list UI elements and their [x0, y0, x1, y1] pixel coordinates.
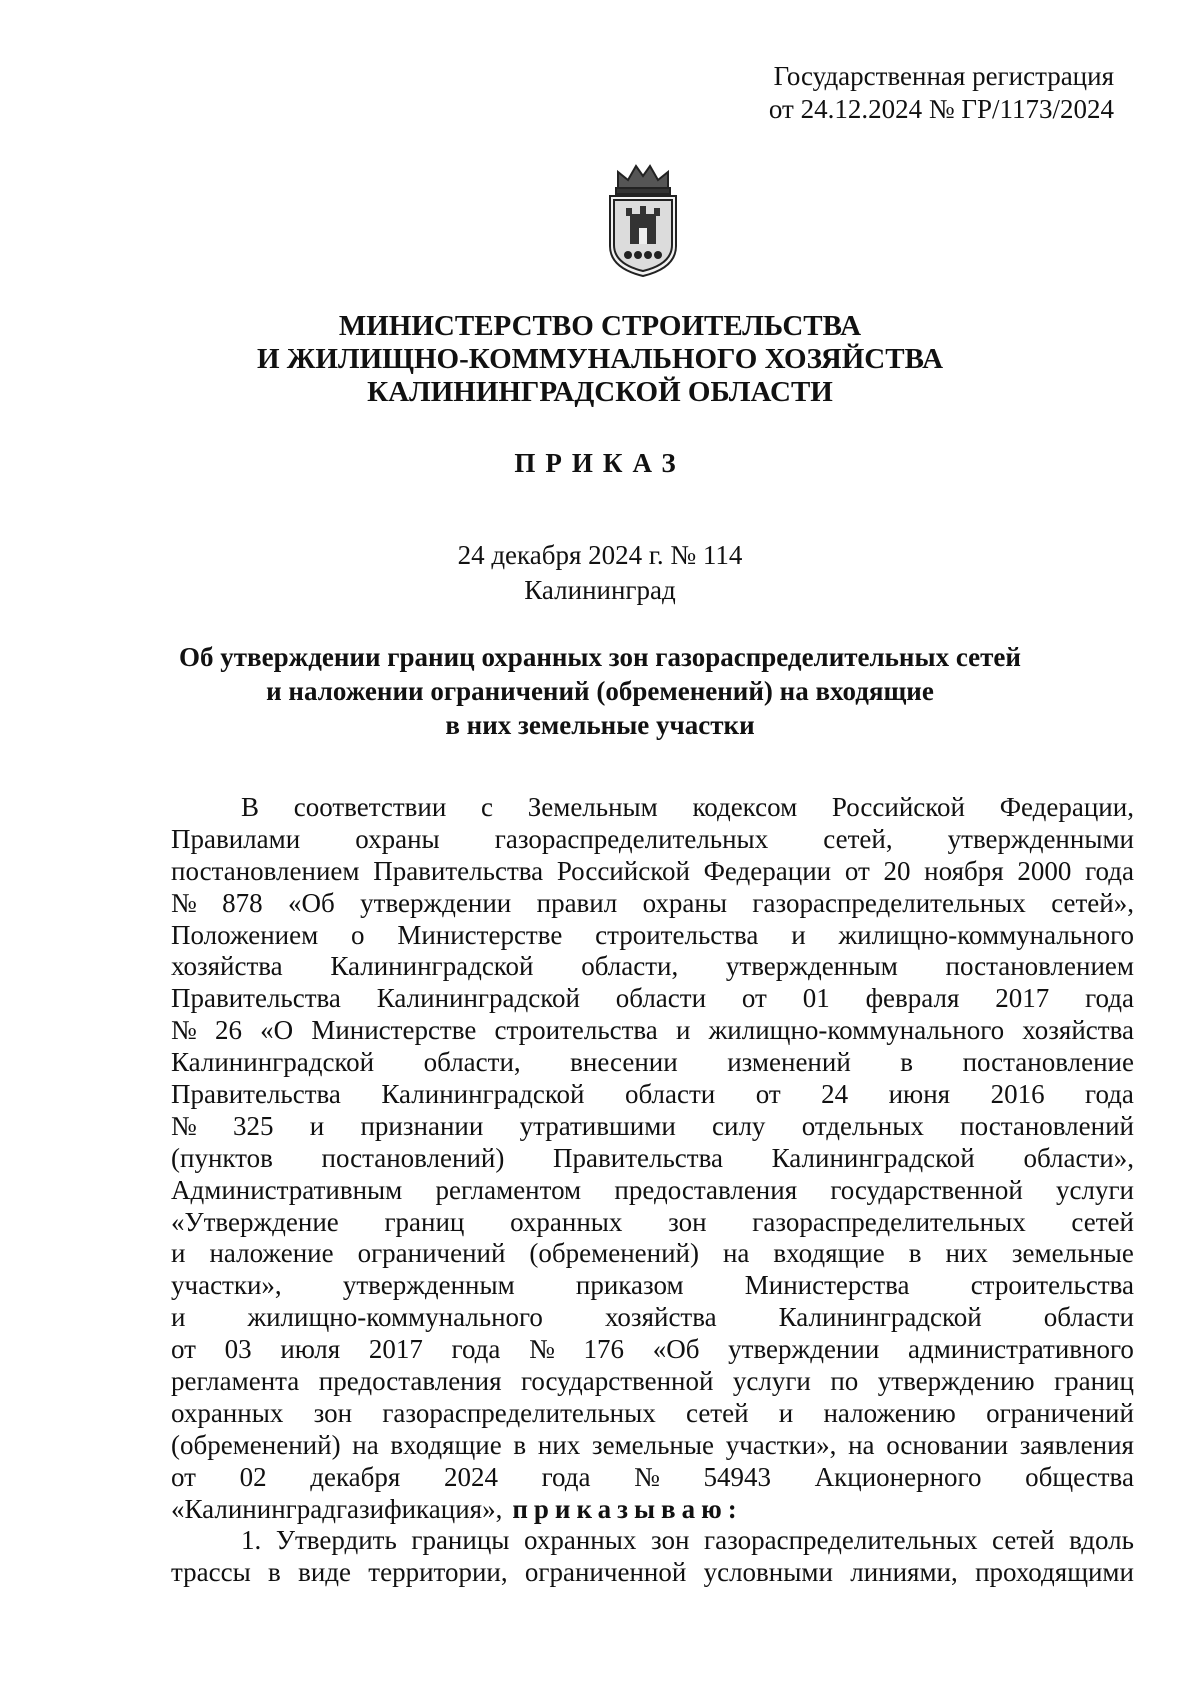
text-line: постановлением Правительства Российской Федерации от 20 ноября 2000 года: [171, 855, 1134, 886]
order-verb: приказываю:: [512, 1493, 743, 1524]
text-line: Калининградской области, внесении изменений в постановление: [171, 1047, 1134, 1078]
text-line: № 878 «Об утверждении правил охраны газораспределительных сетей»,: [171, 887, 1134, 918]
text-line: № 325 и признании утратившими силу отдельных постановлений: [171, 1110, 1134, 1141]
ministry-line: КАЛИНИНГРАДСКОЙ ОБЛАСТИ: [367, 376, 833, 408]
ministry-line: И ЖИЛИЩНО-КОММУНАЛЬНОГО ХОЗЯЙСТВА: [256, 343, 944, 375]
coat-of-arms-icon: [600, 160, 686, 280]
ministry-line: МИНИСТЕРСТВО СТРОИТЕЛЬСТВА: [338, 310, 862, 342]
text-line: (обременений) на входящие в них земельные участки», на основании заявления: [171, 1429, 1134, 1460]
text-line: 1. Утвердить границы охранных зон газораспределительных сетей вдоль: [241, 1525, 1134, 1556]
subject-line: в них земельные участки: [445, 710, 755, 740]
text-line: Правительства Калининградской области от 01 февраля 2017 года: [171, 983, 1134, 1014]
text-line: и жилищно-коммунального хозяйства Калининградской области: [171, 1302, 1134, 1333]
document-city: Калининград: [524, 575, 676, 605]
text-line: и наложение ограничений (обременений) на входящие в них земельные: [171, 1238, 1134, 1269]
text-line: «Утверждение границ охранных зон газораспределительных сетей: [171, 1206, 1134, 1237]
subject-line: Об утверждении границ охранных зон газораспределительных сетей: [179, 642, 1021, 672]
text-line: № 26 «О Министерстве строительства и жилищно-коммунального хозяйства: [171, 1015, 1134, 1046]
closing-prefix: «Калининградгазификация»,: [171, 1493, 503, 1524]
text-line: Положением о Министерстве строительства и жилищно-коммунального: [171, 919, 1134, 950]
text-line: охранных зон газораспределительных сетей и наложению ограничений: [171, 1397, 1134, 1428]
text-line: от 03 июля 2017 года № 176 «Об утверждении административного: [171, 1334, 1134, 1365]
body-paragraph: [171, 792, 1134, 1494]
item-1-paragraph: [171, 1525, 1134, 1589]
registration-number: от 24.12.2024 № ГР/1173/2024: [768, 94, 1114, 124]
text-line: (пунктов постановлений) Правительства Калининградской области»,: [171, 1142, 1134, 1173]
text-line: регламента предоставления государственной услуги по утверждению границ: [171, 1366, 1134, 1397]
document-date-block: [0, 538, 1200, 608]
body-closing-line: [171, 1494, 1134, 1526]
document-body: [171, 792, 1134, 1589]
document-subject: [0, 640, 1200, 742]
registration-label: Государственная регистрация: [773, 61, 1114, 91]
text-line: В соответствии с Земельным кодексом Российской Федерации,: [241, 792, 1134, 822]
document-date-number: 24 декабря 2024 г. № 114: [457, 540, 743, 570]
ministry-name: [0, 310, 1200, 409]
text-line: хозяйства Калининградской области, утвержденным постановлением: [171, 951, 1134, 982]
state-registration-stamp: [654, 60, 1114, 126]
text-line: Правилами охраны газораспределительных сетей, утвержденными: [171, 823, 1134, 854]
text-line: Административным регламентом предоставления государственной услуги: [171, 1174, 1134, 1205]
text-line: от 02 декабря 2024 года № 54943 Акционерного общества: [171, 1461, 1134, 1492]
text-line: трассы в виде территории, ограниченной условными линиями, проходящими: [171, 1557, 1134, 1588]
subject-line: и наложении ограничений (обременений) на входящие: [266, 676, 934, 706]
document-type: ПРИКАЗ: [514, 448, 686, 478]
text-line: Правительства Калининградской области от 24 июня 2016 года: [171, 1079, 1134, 1110]
text-line: участки», утвержденным приказом Министерства строительства: [171, 1270, 1134, 1301]
